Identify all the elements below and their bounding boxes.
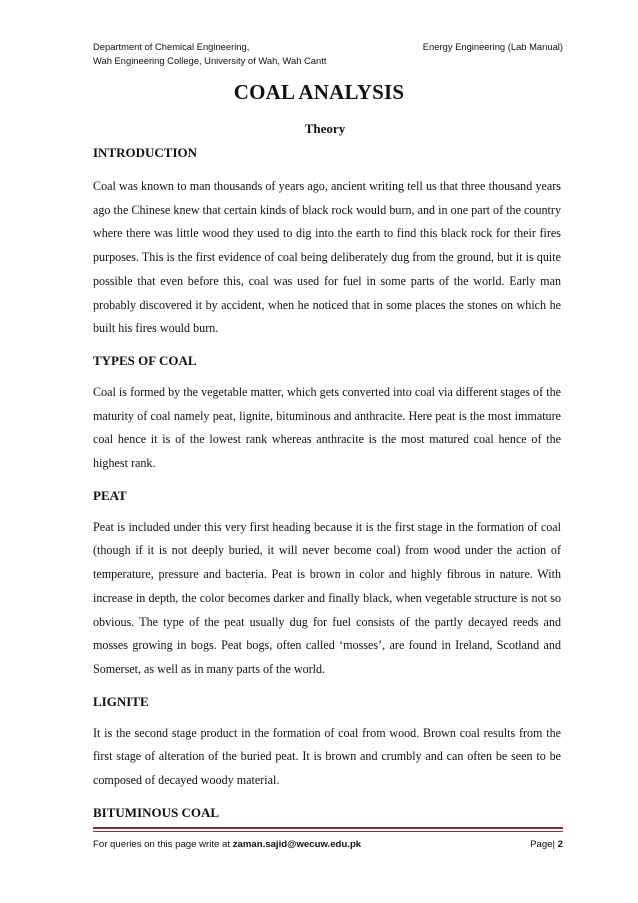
document-subtitle: Theory — [304, 121, 346, 136]
heading-bituminous-coal: BITUMINOUS COAL — [93, 804, 220, 820]
footer-page-number: 2 — [557, 839, 563, 850]
footer-rule-thin — [93, 831, 563, 832]
document-title: COAL ANALYSIS — [233, 80, 405, 104]
page-header — [93, 40, 563, 68]
footer-rule-thick — [93, 827, 563, 829]
footer-page-label: Page| — [530, 839, 558, 850]
heading-introduction: INTRODUCTION — [93, 145, 198, 160]
paragraph-peat: Peat is included under this very first heading because it is the first stage in the formation of coal (though if it is not deeply buried, it will never become coal) from wood under the action of temperature, pressure and bacteria. Peat is brown in color and highly fibrous in nature. With increase in depth, the color becomes darker and finally black, when vegetable structure is not so obvious. The type of the peat usually dug for fuel consists of the partly decayed reeds and mosses growing in bogs. Peat bogs, often called ‘mosses’, are found in Ireland, Scotland and Somerset, as well as in many parts of the world. — [93, 519, 561, 676]
heading-lignite: LIGNITE — [93, 693, 149, 709]
paragraph-introduction: Coal was known to man thousands of years ago, ancient writing tell us that three thousand years ago the Chinese knew that certain kinds of black rock would burn, and in one part of the country where there was little wood they used to dig into the earth to find this black rock for their fires purposes. This is the first evidence of coal being deliberately dug from the ground, but it is quite possible that even before this, coal was used for fuel in some parts of the world. Early man probably discovered it by accident, when he noticed that in some places the stones on which he built his fires would burn. — [93, 179, 561, 336]
heading-peat: PEAT — [93, 487, 127, 503]
header-manual: Energy Engineering (Lab Manual) — [422, 41, 563, 52]
header-college: Wah Engineering College, University of Wah, Wah Cantt — [93, 55, 327, 66]
footer-page — [530, 839, 563, 850]
paragraph-lignite: It is the second stage product in the formation of coal from wood. Brown coal results from the first stage of alteration of the buried peat. It is brown and crumbly and can often be seen to be composed of decayed woody material. — [93, 725, 561, 788]
footer-query-prefix: For queries on this page write at — [93, 839, 233, 850]
heading-types-of-coal: TYPES OF COAL — [93, 352, 197, 368]
footer-email[interactable]: zaman.sajid@wecuw.edu.pk — [232, 839, 362, 850]
footer-query — [93, 839, 361, 850]
header-department: Department of Chemical Engineering, — [93, 41, 250, 52]
page-footer — [93, 839, 563, 850]
paragraph-types-of-coal: Coal is formed by the vegetable matter, which gets converted into coal via different stages of the maturity of coal namely peat, lignite, bituminous and anthracite. Here peat is the most immature coal hence it is of the lowest rank whereas anthracite is the most matured coal hence of the highest rank. — [93, 384, 561, 471]
document-body — [93, 145, 561, 820]
